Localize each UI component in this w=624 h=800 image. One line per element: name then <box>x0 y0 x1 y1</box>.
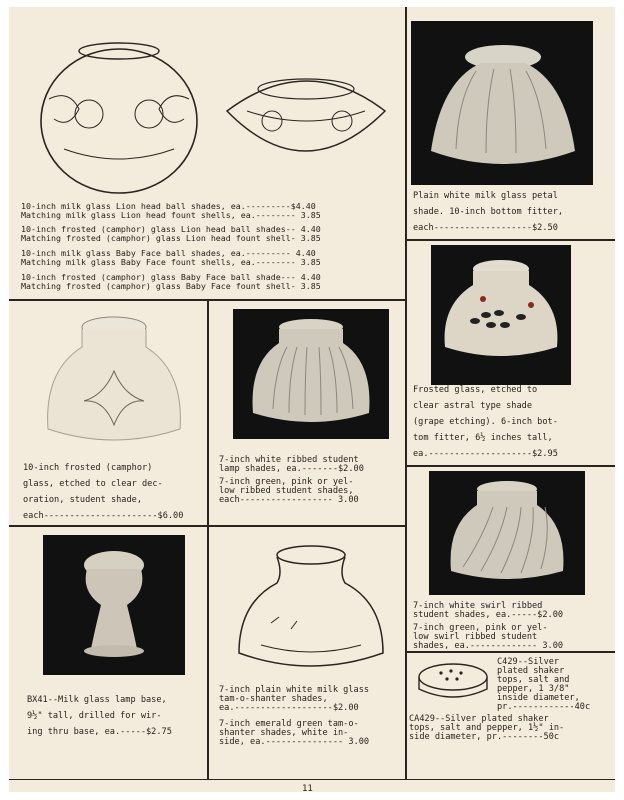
swirl-shade-photo <box>429 471 585 595</box>
camphor-baby-face-shade-line: 10-inch frosted (camphor) glass Baby Face ball shade--- 4.40 <box>21 272 321 282</box>
shaker-top-illustration <box>413 659 493 705</box>
shaker-b-line-1: CA429--Silver plated shaker <box>409 714 549 724</box>
lion-shade-line: 10-inch milk glass Lion head ball shades, ea.---------$4.40 <box>21 201 316 211</box>
lion-fount-shell-illustration <box>217 51 395 191</box>
shaker-a-line-3: tops, salt and <box>497 675 570 685</box>
etched-line-1: 10-inch frosted (camphor) <box>23 463 153 473</box>
shaker-b-line-2: tops, salt and pepper, 1½" in- <box>409 723 565 733</box>
swirl-line-2: student shades, ea.-----$2.00 <box>413 610 564 620</box>
petal-shade-photo <box>411 21 593 185</box>
lamp-base-line-3: ing thru base, ea.-----$2.75 <box>27 727 172 737</box>
shaker-a-line-6: pr.------------40c <box>497 702 591 712</box>
shaker-a-line-4: pepper, 1 3/8" <box>497 684 570 694</box>
lion-head-shade-illustration <box>29 29 209 197</box>
petal-line-3: each-------------------$2.50 <box>413 223 558 233</box>
ribbed-line-3: 7-inch green, pink or yel- <box>219 477 354 487</box>
ribbed-line-5: each------------------ 3.00 <box>219 495 359 505</box>
camphor-lion-shell-line: Matching frosted (camphor) glass Lion head fount shell- 3.85 <box>21 233 321 243</box>
petal-line-2: shade. 10-inch bottom fitter, <box>413 207 564 217</box>
etched-line-4: each----------------------$6.00 <box>23 511 184 521</box>
tamo-line-3: ea.-------------------$2.00 <box>219 703 359 713</box>
page-number: 11 <box>302 784 313 794</box>
lion-shell-line: Matching milk glass Lion head fount shells, ea.-------- 3.85 <box>21 210 321 220</box>
baby-face-shade-line: 10-inch milk glass Baby Face ball shades, ea.--------- 4.40 <box>21 248 316 258</box>
tamo-line-4: 7-inch emerald green tam-o- <box>219 719 359 729</box>
shaker-a-line-1: C429--Silver <box>497 657 560 667</box>
column-divider <box>405 7 407 780</box>
lamp-base-photo <box>43 535 185 675</box>
swirl-line-1: 7-inch white swirl ribbed <box>413 601 543 611</box>
astral-line-5: ea.--------------------$2.95 <box>413 449 558 459</box>
catalog-page <box>9 7 615 792</box>
ribbed-line-4: low ribbed student shades, <box>219 486 354 496</box>
lamp-base-line-2: 9½" tall, drilled for wir- <box>27 711 162 721</box>
tamo-line-6: side, ea.--------------- 3.00 <box>219 737 370 747</box>
astral-line-2: clear astral type shade <box>413 401 532 411</box>
swirl-line-5: shades, ea.------------- 3.00 <box>413 641 564 651</box>
tamo-line-2: tam-o-shanter shades, <box>219 694 328 704</box>
row-divider <box>407 239 615 241</box>
petal-line-1: Plain white milk glass petal <box>413 191 558 201</box>
camphor-baby-face-shell-line: Matching frosted (camphor) glass Baby Face fount shell- 3.85 <box>21 281 321 291</box>
swirl-line-3: 7-inch green, pink or yel- <box>413 623 548 633</box>
etched-line-3: oration, student shade, <box>23 495 142 505</box>
tamo-line-1: 7-inch plain white milk glass <box>219 685 370 695</box>
shaker-a-line-2: plated shaker <box>497 666 565 676</box>
etched-student-shade-illustration <box>39 307 189 457</box>
astral-line-1: Frosted glass, etched to <box>413 385 538 395</box>
shaker-b-line-3: side diameter, pr.--------50c <box>409 732 560 742</box>
tam-o-shanter-illustration <box>231 533 391 683</box>
ribbed-line-1: 7-inch white ribbed student <box>219 455 359 465</box>
swirl-line-4: low swirl ribbed student <box>413 632 538 642</box>
baby-face-shell-line: Matching milk glass Baby Face fount shells, ea.-------- 3.85 <box>21 257 321 267</box>
astral-line-4: tom fitter, 6½ inches tall, <box>413 433 553 443</box>
ribbed-line-2: lamp shades, ea.-------$2.00 <box>219 464 364 474</box>
etched-line-2: glass, etched to clear dec- <box>23 479 163 489</box>
row-divider <box>407 465 615 467</box>
cell-divider <box>207 299 209 780</box>
tamo-line-5: shanter shades, white in- <box>219 728 349 738</box>
shaker-a-line-5: inside diameter, <box>497 693 580 703</box>
ribbed-shade-photo <box>233 309 389 439</box>
camphor-lion-shade-line: 10-inch frosted (camphor) glass Lion head ball shades-- 4.40 <box>21 224 321 234</box>
lamp-base-line-1: BX41--Milk glass lamp base, <box>27 695 167 705</box>
astral-shade-photo <box>431 245 571 385</box>
astral-line-3: (grape etching). 6-inch bot- <box>413 417 558 427</box>
bottom-rule <box>9 779 615 780</box>
